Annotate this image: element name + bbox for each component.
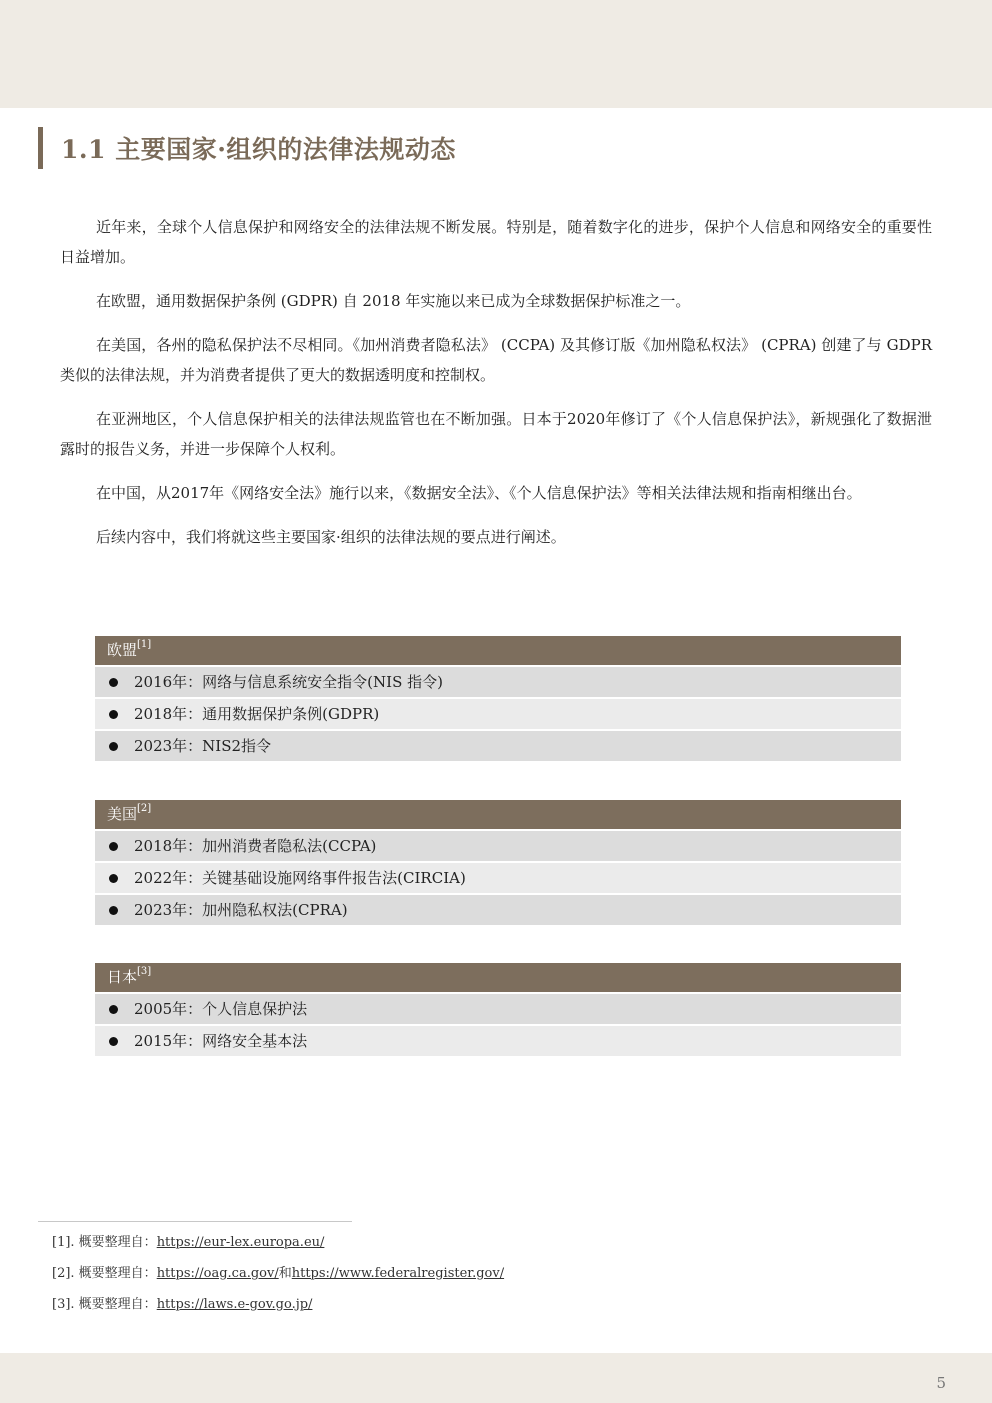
list-item-text: 2005年：个人信息保护法 (134, 1000, 308, 1018)
bullet-icon (109, 874, 118, 883)
footnote-1 (52, 1233, 504, 1264)
footnote-2 (52, 1264, 504, 1295)
paragraph: 后续内容中，我们将就这些主要国家·组织的法律法规的要点进行阐述。 (96, 528, 566, 546)
heading-title: 1.1 主要国家·组织的法律法规动态 (61, 135, 456, 164)
top-band (0, 0, 992, 108)
group-title: 美国 (107, 805, 138, 823)
bullet-icon (109, 1005, 118, 1014)
heading-accent-bar (38, 127, 43, 169)
page-number: 5 (936, 1374, 946, 1392)
list-item (95, 699, 901, 729)
bullet-icon (109, 742, 118, 751)
section-heading (38, 127, 456, 169)
list-item (95, 895, 901, 925)
footnotes (52, 1233, 504, 1326)
group-us (95, 800, 901, 925)
paragraph: 在欧盟，通用数据保护条例 (GDPR) 自 2018 年实施以来已成为全球数据保护标准之一。 (96, 292, 691, 310)
footnote-conjunction: 和 (278, 1266, 292, 1281)
group-eu (95, 636, 901, 761)
footnote-ref[interactable]: [2] (137, 803, 152, 814)
list-item-text: 2016年：网络与信息系统安全指令(NIS 指令) (134, 673, 443, 691)
paragraph: 在中国，从2017年《网络安全法》施行以来，《数据安全法》、《个人信息保护法》等相关法律法规和指南相继出台。 (96, 484, 862, 502)
footnote-link[interactable]: https://www.federalregister.gov/ (291, 1266, 505, 1281)
footnote-prefix: [3]. 概要整理自： (52, 1297, 157, 1312)
footnote-3 (52, 1295, 504, 1326)
footnote-prefix: [1]. 概要整理自： (52, 1235, 157, 1250)
list-item (95, 731, 901, 761)
list-item (95, 1026, 901, 1056)
list-item (95, 863, 901, 893)
list-item (95, 667, 901, 697)
footnote-divider (38, 1221, 352, 1222)
footnote-link[interactable]: https://eur-lex.europa.eu/ (156, 1235, 325, 1250)
bullet-icon (109, 678, 118, 687)
list-item (95, 994, 901, 1024)
group-title: 欧盟 (107, 641, 138, 659)
list-item-text: 2022年：关键基础设施网络事件报告法(CIRCIA) (134, 869, 466, 887)
footnote-ref[interactable]: [1] (137, 639, 152, 650)
paragraph: 近年来，全球个人信息保护和网络安全的法律法规不断发展。特别是，随着数字化的进步，保护个人信息和网络安全的重要性日益增加。 (60, 218, 932, 266)
group-header (95, 800, 901, 829)
bullet-icon (109, 1037, 118, 1046)
paragraph: 在亚洲地区，个人信息保护相关的法律法规监管也在不断加强。日本于2020年修订了《个人信息保护法》，新规强化了数据泄露时的报告义务，并进一步保障个人权利。 (60, 410, 932, 458)
body-text (60, 212, 932, 566)
list-item-text: 2023年：NIS2指令 (134, 737, 272, 755)
bullet-icon (109, 710, 118, 719)
bullet-icon (109, 842, 118, 851)
group-header (95, 636, 901, 665)
list-item-text: 2018年：通用数据保护条例(GDPR) (134, 705, 380, 723)
bullet-icon (109, 906, 118, 915)
footnote-link[interactable]: https://laws.e-gov.go.jp/ (156, 1297, 313, 1312)
group-header (95, 963, 901, 992)
group-japan (95, 963, 901, 1056)
paragraph: 在美国，各州的隐私保护法不尽相同。《加州消费者隐私法》 (CCPA) 及其修订版《加州隐私权法》 (CPRA) 创建了与 GDPR 类似的法律法规，并为消费者提供了更大的数据透明度和控制权。 (60, 336, 932, 384)
group-title: 日本 (107, 968, 138, 986)
footnote-prefix: [2]. 概要整理自： (52, 1266, 157, 1281)
list-item-text: 2018年：加州消费者隐私法(CCPA) (134, 837, 377, 855)
list-item-text: 2015年：网络安全基本法 (134, 1032, 308, 1050)
footnote-link[interactable]: https://oag.ca.gov/ (156, 1266, 279, 1281)
list-item-text: 2023年：加州隐私权法(CPRA) (134, 901, 348, 919)
list-item (95, 831, 901, 861)
bottom-band (0, 1353, 992, 1403)
footnote-ref[interactable]: [3] (137, 966, 152, 977)
